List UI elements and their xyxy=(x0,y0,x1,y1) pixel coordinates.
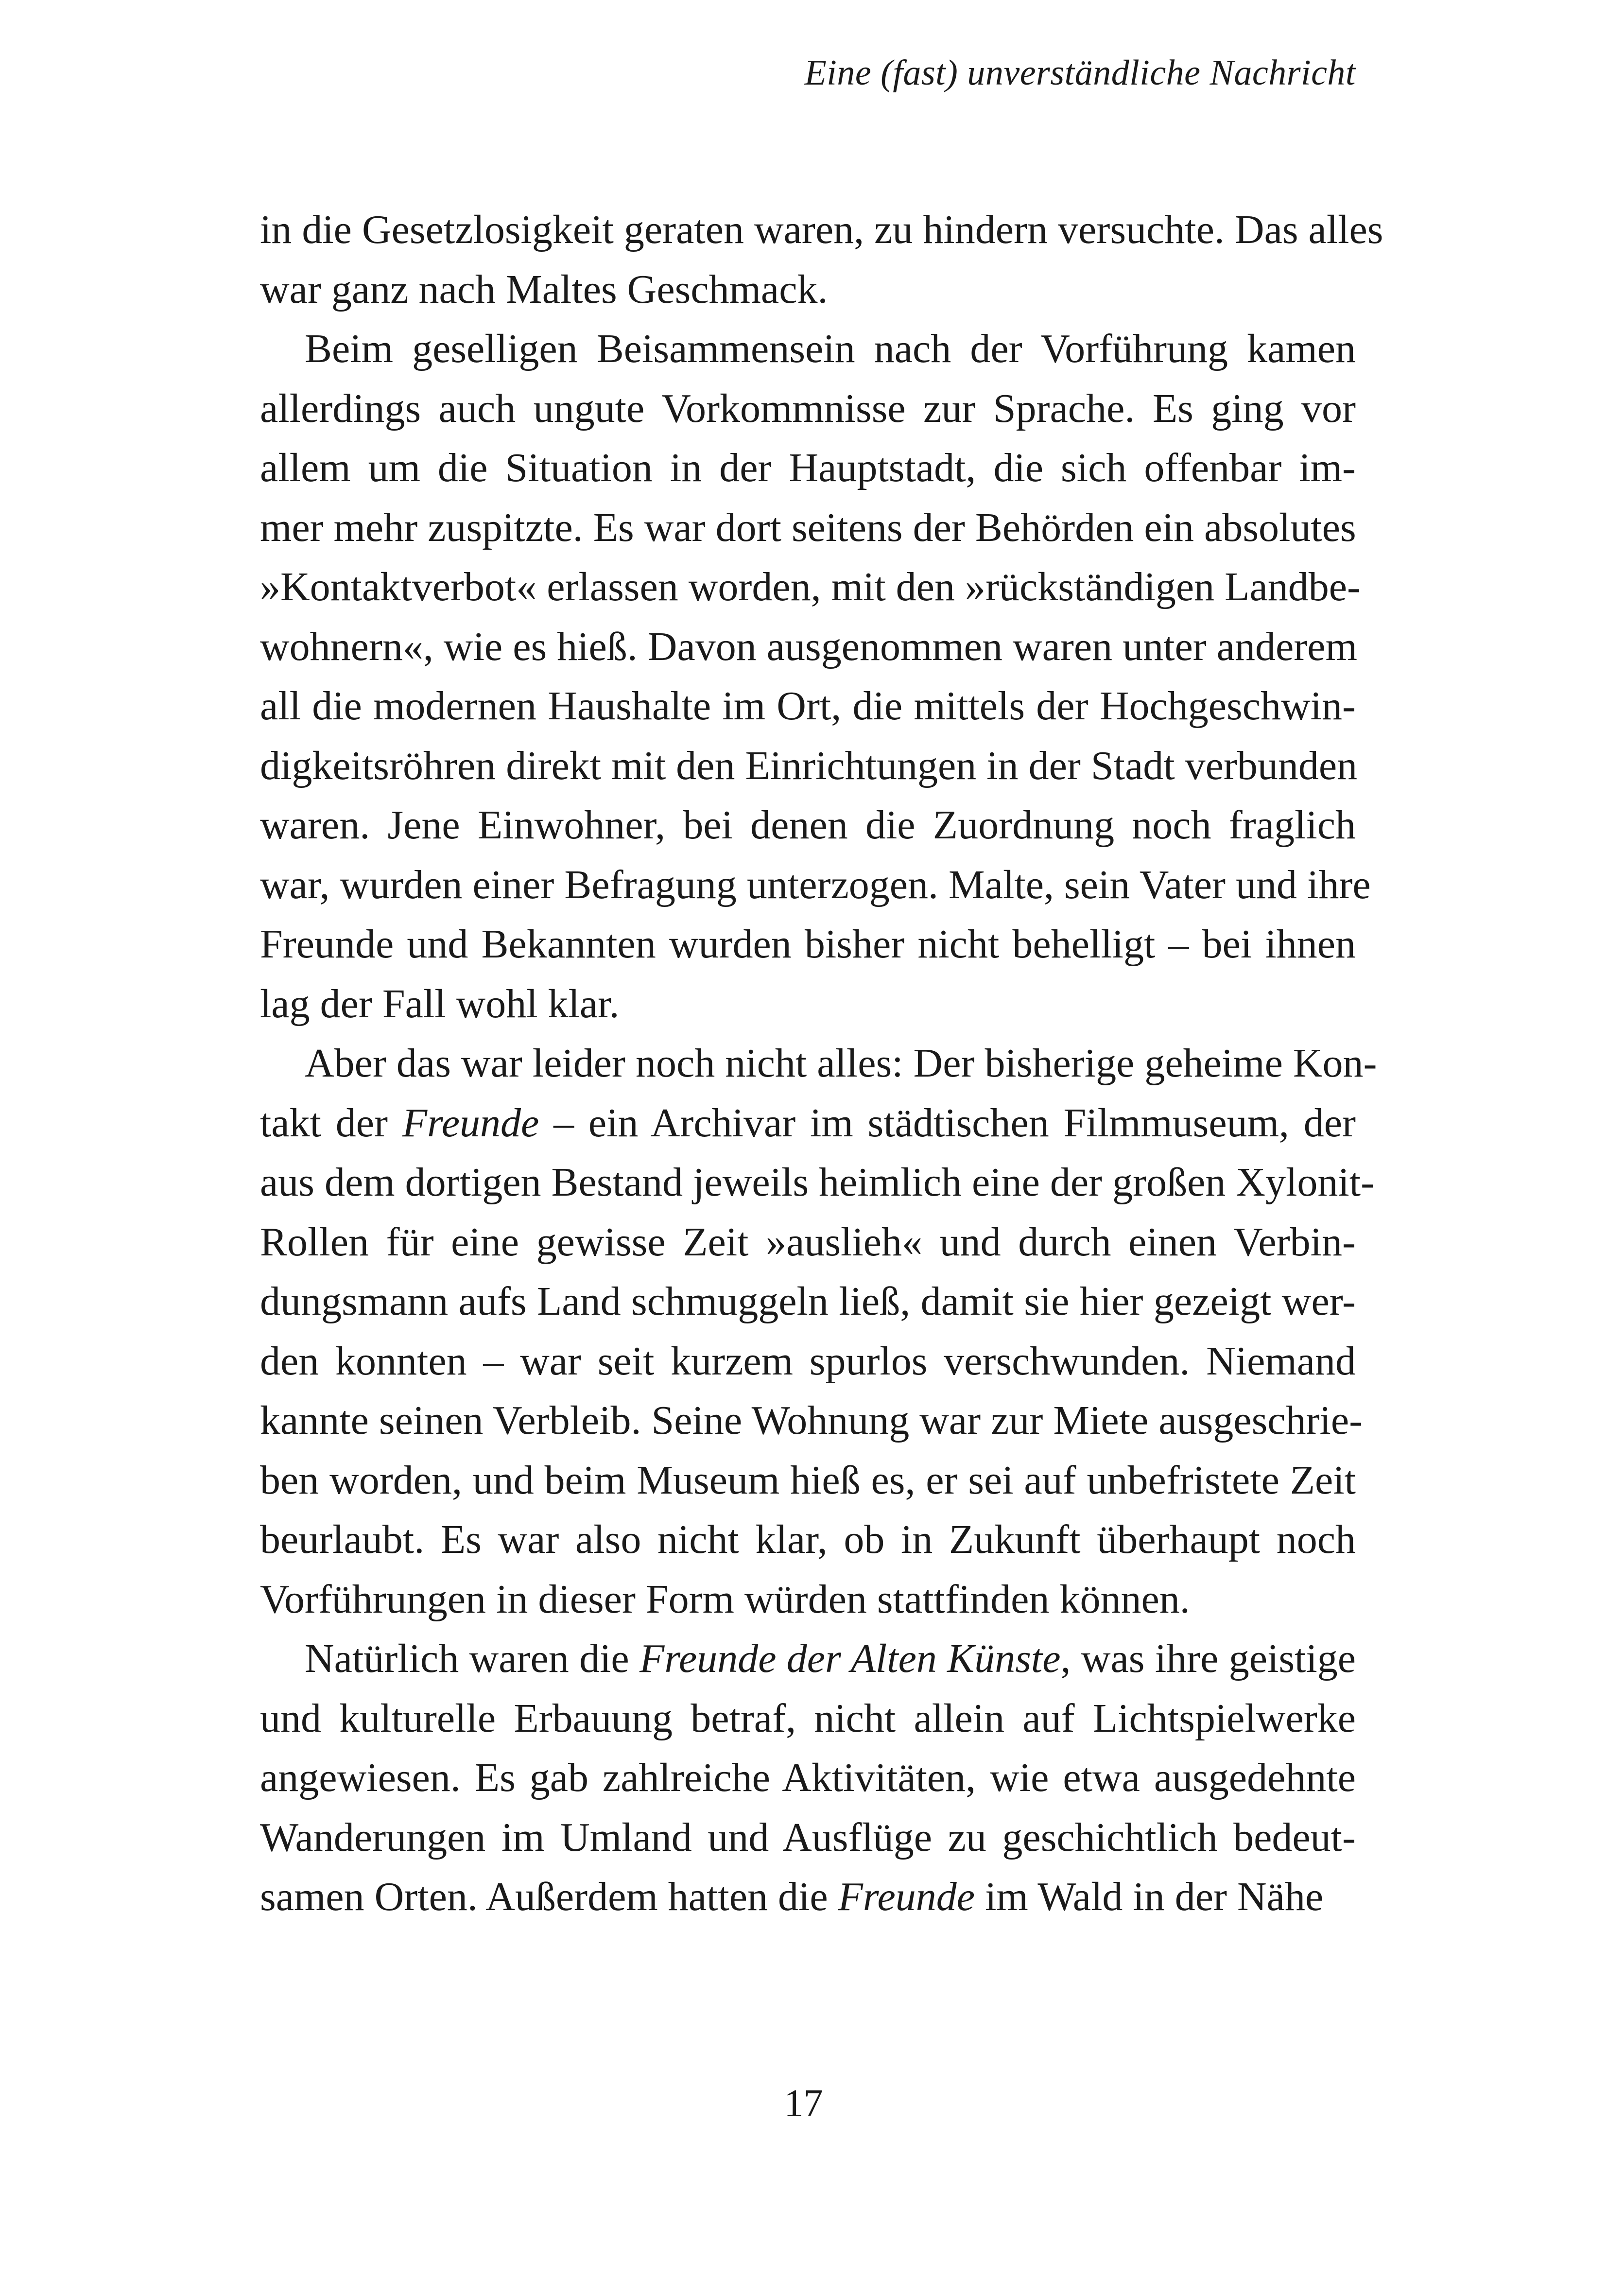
text-fragment: all die modernen Haushalte im Ort, die mittels der Hochgeschwin- xyxy=(260,683,1356,729)
text-line xyxy=(260,1332,1356,1392)
italic-fragment: Freunde xyxy=(838,1874,975,1919)
text-fragment: Freunde und Bekannten wurden bisher nicht behelligt – bei ihnen xyxy=(260,922,1356,967)
text-fragment: Natürlich waren die xyxy=(305,1636,640,1681)
text-line xyxy=(260,379,1356,439)
text-line xyxy=(260,1153,1375,1213)
text-fragment: waren. Jene Einwohner, bei denen die Zuordnung noch fraglich xyxy=(260,802,1356,848)
text-line xyxy=(260,260,1356,320)
text-line xyxy=(260,617,1356,677)
text-line xyxy=(260,1094,1356,1153)
text-fragment: aus dem dortigen Bestand jeweils heimlich eine der großen Xylonit- xyxy=(260,1160,1375,1205)
page-number: 17 xyxy=(784,2082,823,2125)
text-fragment: beurlaubt. Es war also nicht klar, ob in Zukunft überhaupt noch xyxy=(260,1517,1356,1562)
text-fragment: allem um die Situation in der Hauptstadt, die sich offenbar im- xyxy=(260,445,1356,490)
text-line xyxy=(260,1629,1356,1689)
text-line xyxy=(260,1391,1363,1451)
text-line xyxy=(260,319,1356,379)
text-fragment: Aber das war leider noch nicht alles: Der bisherige geheime Kon- xyxy=(305,1041,1377,1086)
text-fragment: »Kontaktverbot« erlassen worden, mit den »rückständigen Landbe- xyxy=(260,564,1361,609)
text-line xyxy=(260,677,1356,736)
text-fragment: digkeitsröhren direkt mit den Einrichtungen in der Stadt verbunden xyxy=(260,743,1358,788)
text-line xyxy=(260,1034,1377,1094)
text-fragment: takt der xyxy=(260,1100,402,1146)
text-fragment: Wanderungen im Umland und Ausflüge zu geschichtlich bedeut- xyxy=(260,1814,1356,1860)
text-fragment: Vorführungen in dieser Form würden stattfinden können. xyxy=(260,1576,1190,1622)
italic-fragment: Freunde der Alten Künste xyxy=(639,1636,1061,1681)
text-fragment: Beim geselligen Beisammensein nach der Vorführung kamen xyxy=(305,326,1356,371)
text-fragment: samen Orten. Außerdem hatten die xyxy=(260,1874,838,1919)
text-line xyxy=(260,736,1356,796)
text-line xyxy=(260,796,1356,855)
text-fragment: wohnern«, wie es hieß. Davon ausgenommen waren unter anderem xyxy=(260,624,1357,669)
text-fragment: allerdings auch ungute Vorkommnisse zur Sprache. Es ging vor xyxy=(260,385,1356,431)
text-line xyxy=(260,498,1356,558)
text-fragment: mer mehr zuspitzte. Es war dort seitens der Behörden ein absolutes xyxy=(260,504,1356,550)
text-fragment: war, wurden einer Befragung unterzogen. Malte, sein Vater und ihre xyxy=(260,862,1371,907)
text-line xyxy=(260,557,1361,617)
text-line xyxy=(260,1272,1356,1332)
text-fragment: , was ihre geistige xyxy=(1060,1636,1356,1681)
text-fragment: kannte seinen Verbleib. Seine Wohnung war zur Miete ausgeschrie- xyxy=(260,1398,1363,1443)
text-fragment: war ganz nach Maltes Geschmack. xyxy=(260,266,828,312)
text-line xyxy=(260,1510,1356,1570)
text-line xyxy=(260,438,1356,498)
text-line xyxy=(260,1570,1356,1630)
text-fragment: – ein Archivar im städtischen Filmmuseum, der xyxy=(539,1100,1356,1146)
text-line xyxy=(260,1689,1356,1749)
body-text xyxy=(260,200,1383,1927)
text-line xyxy=(260,855,1371,915)
text-line xyxy=(260,915,1356,974)
text-line xyxy=(260,1748,1356,1808)
italic-fragment: Freunde xyxy=(402,1100,539,1146)
text-line xyxy=(260,1451,1356,1511)
text-line xyxy=(260,974,1356,1034)
running-head: Eine (fast) unverständliche Nachricht xyxy=(804,53,1356,93)
text-fragment: angewiesen. Es gab zahlreiche Aktivitäten, wie etwa ausgedehnte xyxy=(260,1755,1356,1800)
text-fragment: und kulturelle Erbauung betraf, nicht allein auf Lichtspielwerke xyxy=(260,1695,1356,1741)
text-fragment: den konnten – war seit kurzem spurlos verschwunden. Niemand xyxy=(260,1338,1356,1384)
text-fragment: in die Gesetzlosigkeit geraten waren, zu hindern versuchte. Das alles xyxy=(260,207,1383,252)
text-line xyxy=(260,1808,1356,1868)
text-fragment: ben worden, und beim Museum hieß es, er sei auf unbefristete Zeit xyxy=(260,1457,1356,1503)
text-line xyxy=(260,1867,1356,1927)
text-fragment: dungsmann aufs Land schmuggeln ließ, damit sie hier gezeigt wer- xyxy=(260,1279,1356,1324)
text-fragment: lag der Fall wohl klar. xyxy=(260,981,620,1026)
text-line xyxy=(260,1213,1356,1272)
text-fragment: Rollen für eine gewisse Zeit »auslieh« und durch einen Verbin- xyxy=(260,1219,1356,1265)
text-fragment: im Wald in der Nähe xyxy=(975,1874,1324,1919)
text-line xyxy=(260,200,1383,260)
